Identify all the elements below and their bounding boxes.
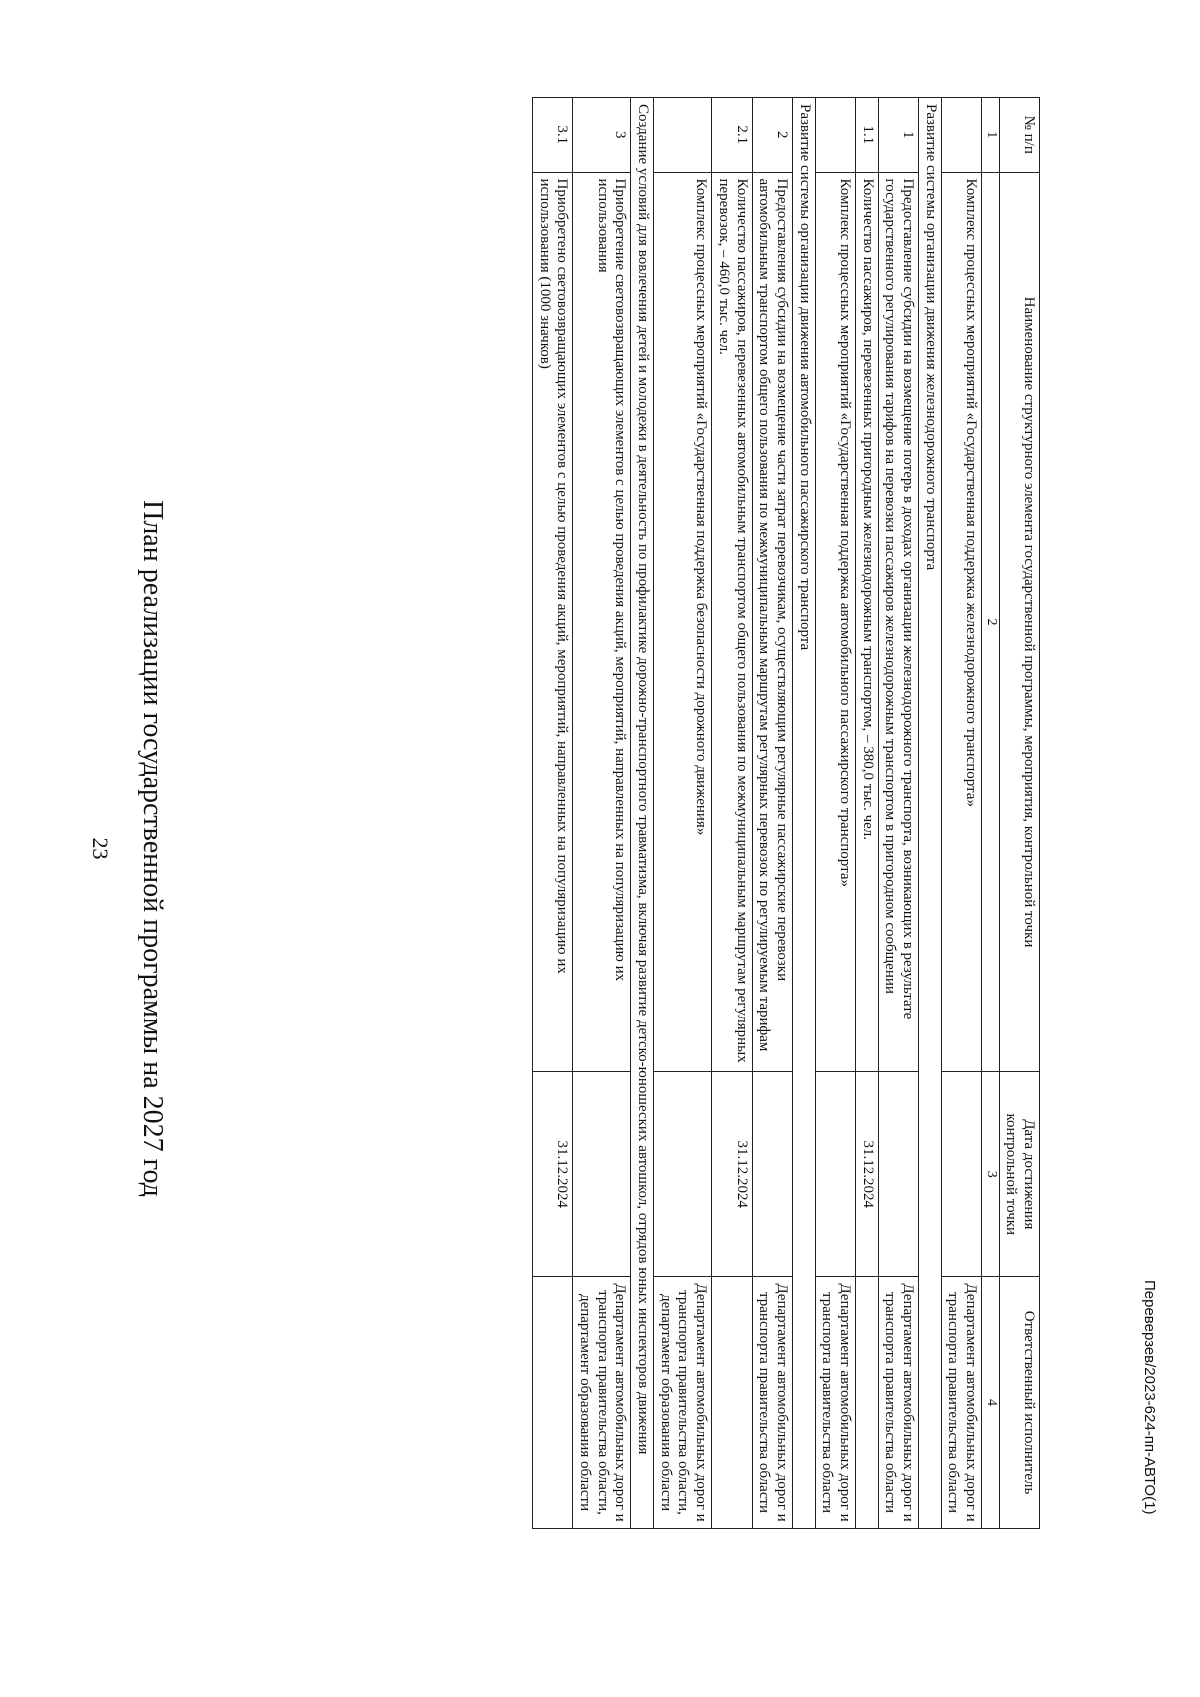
row-name: Количество пассажиров, перевезенных пригородным железнодорожным транспортом, – 380,0 тыс. чел. bbox=[855, 172, 878, 1072]
table-row bbox=[878, 98, 918, 1529]
header-col-responsible: Ответственный исполнитель bbox=[999, 1277, 1039, 1529]
row-date bbox=[941, 1072, 981, 1277]
row-name: Комплекс процессных мероприятий «Государственная поддержка безопасности дорожного движения» bbox=[654, 172, 712, 1072]
page-title: План реализации государственной программы на 2027 год bbox=[137, 500, 168, 1197]
row-number: 3 bbox=[573, 98, 631, 173]
header-col-date: Дата достижения контрольной точки bbox=[999, 1072, 1039, 1277]
row-number: 1.1 bbox=[855, 98, 878, 173]
row-responsible bbox=[532, 1277, 572, 1529]
row-responsible: Департамент автомобильных дорог и транспорта правительства области bbox=[815, 1277, 855, 1529]
row-date: 31.12.2024 bbox=[532, 1072, 572, 1277]
row-date: 31.12.2024 bbox=[855, 1072, 878, 1277]
table-wrapper bbox=[140, 97, 1040, 1529]
plan-table bbox=[532, 97, 1040, 1529]
row-name: Комплекс процессных мероприятий «Государственная поддержка железнодорожного транспорта» bbox=[941, 172, 981, 1072]
row-number: 1 bbox=[878, 98, 918, 173]
row-number: 2 bbox=[752, 98, 792, 173]
row-number: 3.1 bbox=[532, 98, 572, 173]
section-title: Развитие системы организации движения железнодорожного транспорта bbox=[919, 98, 942, 1529]
row-name: Приобретено световозвращающих элементов с целью проведения акций, мероприятий, направленных на популяризацию их использования (1000 значков) bbox=[532, 172, 572, 1072]
section-title: Создание условий для вовлечения детей и молодежи в деятельность по профилактике дорожно-транспортного травматизма, включая развитие детско-юношеских автошкол, отрядов юных инспекторов движения bbox=[631, 98, 654, 1529]
row-name: Количество пассажиров, перевезенных автомобильным транспортом общего пользования по межмуниципальным маршрутам регулярных перевозок, – 460,0 тыс. чел. bbox=[712, 172, 752, 1072]
table-row bbox=[752, 98, 792, 1529]
header-col-num: № п/п bbox=[999, 98, 1039, 173]
row-date bbox=[815, 1072, 855, 1277]
page-number: 23 bbox=[88, 837, 113, 860]
row-responsible: Департамент автомобильных дорог и транспорта правительства области, департамент образования области bbox=[573, 1277, 631, 1529]
row-number: 2.1 bbox=[712, 98, 752, 173]
document-footer-code: Переверзев/2023-624-пп-АВТО(1) bbox=[1141, 1280, 1158, 1515]
col-number-2: 2 bbox=[982, 172, 1000, 1072]
table-header-row bbox=[999, 98, 1039, 1529]
row-name: Приобретение световозвращающих элементов с целью проведения акций, мероприятий, направленных на популяризацию их использования bbox=[573, 172, 631, 1072]
table-row bbox=[855, 98, 878, 1529]
row-date: 31.12.2024 bbox=[712, 1072, 752, 1277]
table-row bbox=[532, 98, 572, 1529]
row-date bbox=[878, 1072, 918, 1277]
table-section-row bbox=[919, 98, 942, 1529]
row-responsible bbox=[855, 1277, 878, 1529]
col-number-1: 1 bbox=[982, 98, 1000, 173]
row-number bbox=[815, 98, 855, 173]
row-date bbox=[654, 1072, 712, 1277]
table-section-row bbox=[631, 98, 654, 1529]
row-number bbox=[654, 98, 712, 173]
header-col-name: Наименование структурного элемента государственной программы, мероприятия, контрольной точки bbox=[999, 172, 1039, 1072]
row-date bbox=[752, 1072, 792, 1277]
row-name: Предоставления субсидии на возмещение части затрат перевозчикам, осуществляющим регулярные пассажирские перевозки автомобильным транспортом общего пользования по межмуниципальным маршрутам регулярных перевозок по регулируемым тарифам bbox=[752, 172, 792, 1072]
column-number-row bbox=[982, 98, 1000, 1529]
row-name: Комплекс процессных мероприятий «Государственная поддержка автомобильного пассажирского транспорта» bbox=[815, 172, 855, 1072]
col-number-4: 4 bbox=[982, 1277, 1000, 1529]
table-row bbox=[654, 98, 712, 1529]
row-responsible bbox=[712, 1277, 752, 1529]
col-number-3: 3 bbox=[982, 1072, 1000, 1277]
row-responsible: Департамент автомобильных дорог и транспорта правительства области, департамент образования области bbox=[654, 1277, 712, 1529]
table-row bbox=[941, 98, 981, 1529]
row-name: Предоставление субсидии на возмещение потерь в доходах организации железнодорожного транспорта, возникающих в результате государственного регулирования тарифов на перевозки пассажиров железнодорожным транспортом в пригородном сообщении bbox=[878, 172, 918, 1072]
table-row bbox=[815, 98, 855, 1529]
row-responsible: Департамент автомобильных дорог и транспорта правительства области bbox=[878, 1277, 918, 1529]
table-section-row bbox=[792, 98, 815, 1529]
section-title: Развитие системы организации движения автомобильного пассажирского транспорта bbox=[792, 98, 815, 1529]
row-responsible: Департамент автомобильных дорог и транспорта правительства области bbox=[941, 1277, 981, 1529]
row-number bbox=[941, 98, 981, 173]
row-responsible: Департамент автомобильных дорог и транспорта правительства области bbox=[752, 1277, 792, 1529]
table-row bbox=[573, 98, 631, 1529]
table-row bbox=[712, 98, 752, 1529]
footer-wrapper bbox=[1141, 1280, 1158, 1514]
row-date bbox=[573, 1072, 631, 1277]
table-body bbox=[532, 98, 981, 1529]
